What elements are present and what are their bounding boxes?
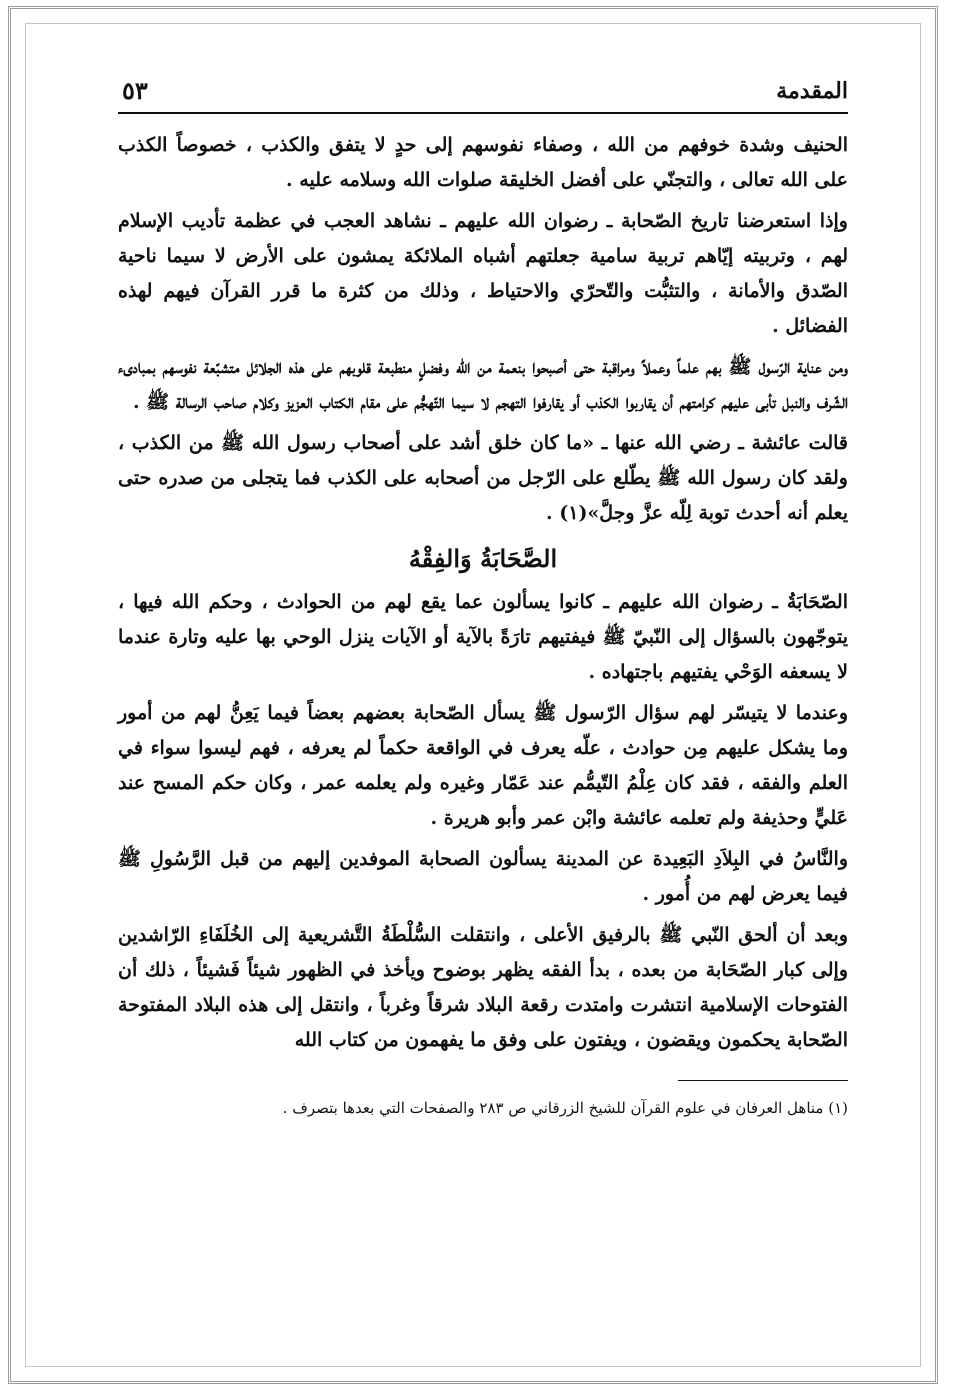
book-page	[118, 66, 848, 1336]
page-number: ٥٣	[122, 76, 148, 105]
chapter-title: المقدمة	[776, 78, 848, 104]
paragraph: الصّحَابَةُ ـ رضوان الله عليهم ـ كانوا يسألون عما يقع لهم من الحوادث ، وحكم الله فيها ، يتوجّهون بالسؤال إلى النّبيّ ﷺ فيفتيهم تارَةً بالآية أو الآيات ينزل الوحي بها عليه وتارة عندما لا يسعفه الوَحْي يفتيهم باجتهاده .	[118, 591, 848, 683]
footnote-separator	[678, 1080, 848, 1081]
paragraph: والنَّاسُ في البِلاَدِ البَعِيدة عن المدينة يسألون الصحابة الموفدين إليهم من قبل الرَّسُولِ ﷺ فيما يعرض لهم من أُمور .	[118, 848, 848, 905]
paragraph: الحنيف وشدة خوفهم من الله ، وصفاء نفوسهم إلى حدٍ لا يتفق والكذب ، خصوصاً الكذب على الله تعالى ، والتجنّي على أفضل الخليقة صلوات الله وسلامه عليه .	[118, 134, 848, 191]
running-header	[118, 66, 848, 114]
paragraph: وبعد أن ألحق النّبي ﷺ بالرفيق الأعلى ، وانتقلت السُّلْطَةُ التَّشريعية إلى الخُلَفَاءِ الرّاشدين وإلى كبار الصّحَابة من بعده ، بدأ الفقه يظهر بوضوح ويأخذ في الظهور شيئاً فَشيئاً ، ذلك أن الفتوحات الإسلامية انتشرت وامتدت رقعة البلاد شرقاً وغرباً ، وانتقل إلى هذه البلاد المفتوحة الصّحابة يحكمون ويقضون ، ويفتون على وفق ما يفهمون من كتاب الله	[118, 924, 848, 1051]
paragraph: ومن عناية الرّسول ﷺ بهم علماً وعملاً ومراقبة حتى أصبحوا بنعمة من الله وفضلٍ منطبعة قلوبهم على هذه الجلائل متشبّعة نفوسهم بمبادىء الشّرف والنبل تأبى عليهم كرامتهم أن يقاربوا الكذب أو يقارفوا التهجم لا سيما التّهجُّم على مقام الكتاب العزيز وكلام صاحب الرسالة ﷺ .	[118, 356, 848, 413]
paragraph: وعندما لا يتيسّر لهم سؤال الرّسول ﷺ يسأل الصّحابة بعضهم بعضاً فيما يَعِنُّ لهم من أمور وما يشكل عليهم مِن حوادث ، علّه يعرف في الواقعة حكماً لم يعرفه ، فهم ليسوا سواء في العلم والفقه ، فقد كان عِلْمُ التّيمُّم عند عَمّار وغيره ولم يعلمه عمر ، وكان حكم المسح عند عَليٍّ وحذيفة ولم تعلمه عائشة وابْن عمر وأبو هريرة .	[118, 702, 848, 829]
paragraph: قالت عائشة ـ رضي الله عنها ـ «ما كان خلق أشد على أصحاب رسول الله ﷺ من الكذب ، ولقد كان رسول الله ﷺ يطّلع على الرّجل من أصحابه على الكذب فما يتجلى من صدره حتى يعلم أنه أحدث توبة لِلّه عزَّ وجلَّ»(١) .	[118, 432, 848, 524]
body-text	[118, 128, 848, 1058]
footnote: (١) مناهل العرفان في علوم القرآن للشيخ الزرقاني ص ٢٨٣ والصفحات التي بعدها بتصرف .	[282, 1099, 848, 1117]
paragraph: وإذا استعرضنا تاريخ الصّحابة ـ رضوان الله عليهم ـ نشاهد العجب في عظمة تأديب الإسلام لهم ، وتربيته إيّاهم تربية سامية جعلتهم أشباه الملائكة يمشون على الأرض لا سيما ناحية الصّدق والأمانة ، والتثبُّت والتّحرّي والاحتياط ، وذلك من كثرة ما قرر القرآن فيهم لهذه الفضائل .	[118, 210, 848, 337]
section-heading: الصَّحَابَةُ وَالفِقْهُ	[408, 544, 558, 573]
